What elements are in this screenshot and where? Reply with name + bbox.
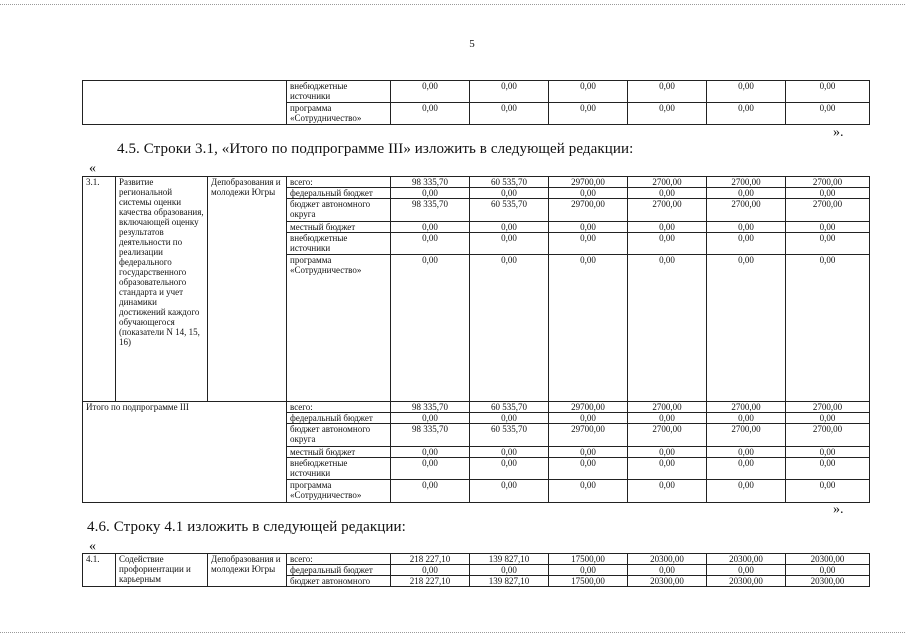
value-cell: 0,00 <box>470 81 549 103</box>
value-cell: 0,00 <box>628 447 707 458</box>
source-cell: местный бюджет <box>287 447 391 458</box>
top-scan-edge <box>0 4 905 5</box>
value-cell: 0,00 <box>470 188 549 199</box>
value-cell: 0,00 <box>786 480 870 503</box>
value-cell: 218 227,10 <box>391 554 470 565</box>
value-cell: 98 335,70 <box>391 424 470 447</box>
value-cell: 0,00 <box>786 81 870 103</box>
value-cell: 20300,00 <box>786 554 870 565</box>
value-cell: 20300,00 <box>707 554 786 565</box>
value-cell: 0,00 <box>391 233 470 255</box>
value-cell: 0,00 <box>549 458 628 480</box>
value-cell: 0,00 <box>707 255 786 402</box>
value-cell: 0,00 <box>549 103 628 125</box>
value-cell: 139 827,10 <box>470 554 549 565</box>
value-cell: 0,00 <box>707 480 786 503</box>
value-cell: 0,00 <box>628 222 707 233</box>
value-cell: 2700,00 <box>628 199 707 222</box>
source-cell: программа «Сотрудничество» <box>287 480 391 503</box>
value-cell: 0,00 <box>707 222 786 233</box>
value-cell: 2700,00 <box>786 199 870 222</box>
closing-quote: ». <box>833 125 844 140</box>
source-cell: программа «Сотрудничество» <box>287 103 391 125</box>
value-cell: 0,00 <box>549 233 628 255</box>
value-cell: 29700,00 <box>549 177 628 188</box>
value-cell: 0,00 <box>549 255 628 402</box>
value-cell: 0,00 <box>628 458 707 480</box>
value-cell: 20300,00 <box>786 576 870 587</box>
value-cell: 0,00 <box>628 233 707 255</box>
source-cell: всего: <box>287 177 391 188</box>
table-row <box>83 402 870 413</box>
table-subprogram-3 <box>82 176 870 503</box>
value-cell: 0,00 <box>470 222 549 233</box>
value-cell: 0,00 <box>549 81 628 103</box>
source-cell: внебюджетные источники <box>287 458 391 480</box>
value-cell: 0,00 <box>391 480 470 503</box>
executor: Депобразования и молодежи Югры <box>208 554 287 587</box>
value-cell: 20300,00 <box>628 554 707 565</box>
table-row <box>83 554 870 565</box>
executor: Депобразования и молодежи Югры <box>208 177 287 402</box>
source-cell: внебюджетные источники <box>287 233 391 255</box>
value-cell: 2700,00 <box>786 402 870 413</box>
value-cell: 2700,00 <box>707 199 786 222</box>
value-cell: 0,00 <box>470 447 549 458</box>
value-cell: 0,00 <box>786 565 870 576</box>
value-cell: 0,00 <box>628 188 707 199</box>
value-cell: 0,00 <box>470 458 549 480</box>
opening-quote: « <box>89 161 96 176</box>
value-cell: 0,00 <box>391 413 470 424</box>
value-cell: 0,00 <box>786 447 870 458</box>
table-row-4-1 <box>82 553 870 587</box>
value-cell: 0,00 <box>707 565 786 576</box>
value-cell: 0,00 <box>707 458 786 480</box>
source-cell: всего: <box>287 402 391 413</box>
value-cell: 2700,00 <box>628 424 707 447</box>
value-cell: 0,00 <box>707 233 786 255</box>
opening-quote: « <box>89 539 96 554</box>
row-number: 4.1. <box>83 554 116 587</box>
value-cell: 2700,00 <box>786 424 870 447</box>
value-cell: 0,00 <box>786 188 870 199</box>
source-cell: внебюджетные источники <box>287 81 391 103</box>
source-cell: бюджет автономного <box>287 576 391 587</box>
value-cell: 0,00 <box>628 480 707 503</box>
value-cell: 98 335,70 <box>391 177 470 188</box>
value-cell: 2700,00 <box>628 402 707 413</box>
table-row <box>83 177 870 188</box>
value-cell: 0,00 <box>628 103 707 125</box>
value-cell: 17500,00 <box>549 554 628 565</box>
table-top-fragment <box>82 80 870 125</box>
value-cell: 0,00 <box>391 255 470 402</box>
value-cell: 0,00 <box>470 233 549 255</box>
value-cell: 0,00 <box>549 188 628 199</box>
value-cell: 139 827,10 <box>470 576 549 587</box>
value-cell: 29700,00 <box>549 424 628 447</box>
value-cell: 0,00 <box>549 222 628 233</box>
value-cell: 0,00 <box>707 413 786 424</box>
value-cell: 0,00 <box>628 413 707 424</box>
value-cell: 60 535,70 <box>470 402 549 413</box>
source-cell: программа «Сотрудничество» <box>287 255 391 402</box>
value-cell: 0,00 <box>391 188 470 199</box>
source-cell: федеральный бюджет <box>287 565 391 576</box>
value-cell: 0,00 <box>628 81 707 103</box>
value-cell: 0,00 <box>549 413 628 424</box>
value-cell: 60 535,70 <box>470 177 549 188</box>
measure-name: Содействие профориентации и карьерным <box>116 554 208 587</box>
value-cell: 0,00 <box>786 222 870 233</box>
value-cell: 60 535,70 <box>470 424 549 447</box>
blank-cell <box>83 81 287 125</box>
value-cell: 0,00 <box>786 458 870 480</box>
value-cell: 98 335,70 <box>391 402 470 413</box>
source-cell: бюджет автономного округа <box>287 424 391 447</box>
value-cell: 218 227,10 <box>391 576 470 587</box>
value-cell: 2700,00 <box>707 424 786 447</box>
source-cell: всего: <box>287 554 391 565</box>
section-heading: 4.5. Строки 3.1, «Итого по подпрограмме III» изложить в следующей редакции: <box>117 141 634 157</box>
bottom-scan-edge <box>0 632 905 633</box>
value-cell: 0,00 <box>470 255 549 402</box>
value-cell: 17500,00 <box>549 576 628 587</box>
value-cell: 0,00 <box>470 480 549 503</box>
value-cell: 0,00 <box>391 81 470 103</box>
value-cell: 0,00 <box>707 103 786 125</box>
source-cell: местный бюджет <box>287 222 391 233</box>
table-row <box>83 81 870 103</box>
closing-quote: ». <box>833 502 844 517</box>
page-number: 5 <box>469 38 475 50</box>
row-number: 3.1. <box>83 177 116 402</box>
value-cell: 0,00 <box>391 103 470 125</box>
value-cell: 60 535,70 <box>470 199 549 222</box>
value-cell: 0,00 <box>786 103 870 125</box>
value-cell: 0,00 <box>707 188 786 199</box>
value-cell: 0,00 <box>549 447 628 458</box>
value-cell: 0,00 <box>786 233 870 255</box>
value-cell: 2700,00 <box>786 177 870 188</box>
value-cell: 0,00 <box>549 565 628 576</box>
value-cell: 2700,00 <box>707 177 786 188</box>
value-cell: 29700,00 <box>549 199 628 222</box>
value-cell: 0,00 <box>707 81 786 103</box>
value-cell: 2700,00 <box>628 177 707 188</box>
section-heading: 4.6. Строку 4.1 изложить в следующей редакции: <box>87 519 406 535</box>
value-cell: 20300,00 <box>707 576 786 587</box>
value-cell: 0,00 <box>470 565 549 576</box>
value-cell: 0,00 <box>786 413 870 424</box>
value-cell: 20300,00 <box>628 576 707 587</box>
value-cell: 0,00 <box>391 565 470 576</box>
value-cell: 0,00 <box>549 480 628 503</box>
subprogram-total-label: Итого по подпрограмме III <box>83 402 287 503</box>
value-cell: 29700,00 <box>549 402 628 413</box>
value-cell: 0,00 <box>707 447 786 458</box>
source-cell: бюджет автономного округа <box>287 199 391 222</box>
source-cell: федеральный бюджет <box>287 413 391 424</box>
source-cell: федеральный бюджет <box>287 188 391 199</box>
value-cell: 0,00 <box>391 222 470 233</box>
value-cell: 0,00 <box>628 255 707 402</box>
value-cell: 0,00 <box>628 565 707 576</box>
measure-name: Развитие региональной системы оценки качества образования, включающей оценку результатов деятельности по реализации федерального государственного образовательного стандарта и учет динамики достижений каждого обучающегося (показатели N 14, 15, 16) <box>116 177 208 402</box>
value-cell: 0,00 <box>391 458 470 480</box>
value-cell: 0,00 <box>391 447 470 458</box>
value-cell: 0,00 <box>470 413 549 424</box>
value-cell: 2700,00 <box>707 402 786 413</box>
value-cell: 0,00 <box>786 255 870 402</box>
value-cell: 98 335,70 <box>391 199 470 222</box>
value-cell: 0,00 <box>470 103 549 125</box>
